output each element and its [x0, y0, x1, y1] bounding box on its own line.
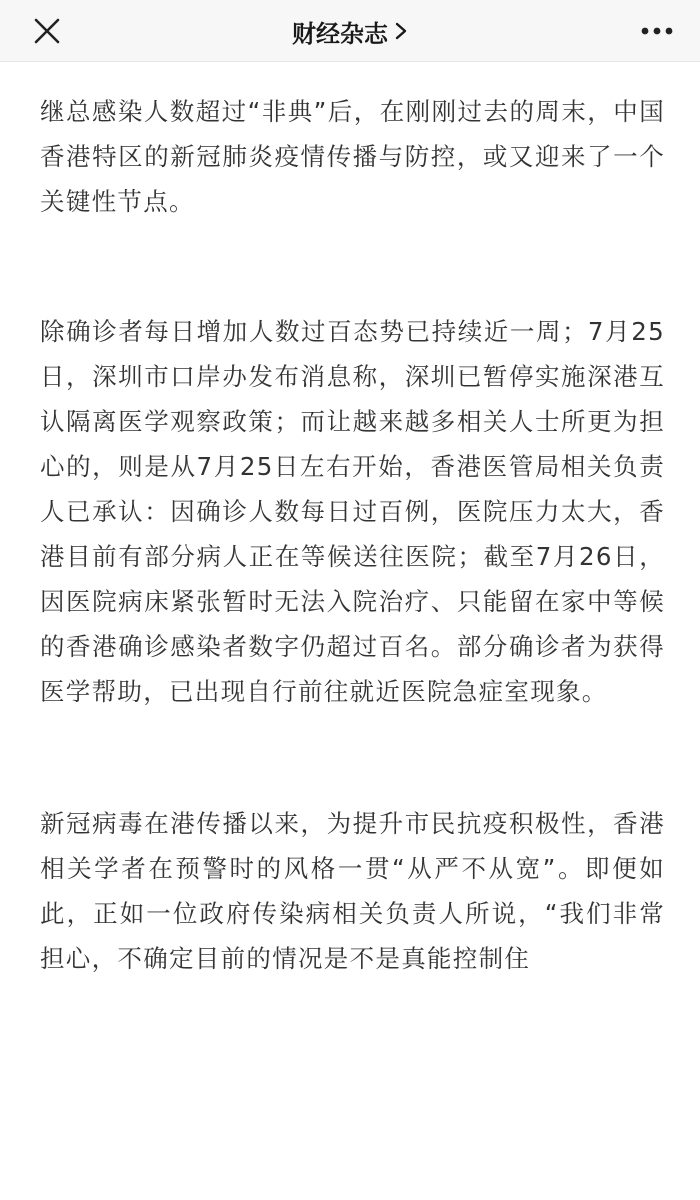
chevron-right-icon: [394, 21, 408, 41]
account-title: 财经杂志: [292, 19, 388, 48]
more-button[interactable]: [636, 10, 678, 52]
article-body: [40, 62, 665, 981]
article-paragraph-3: 新冠病毒在港传播以来，为提升市民抗疫积极性，香港相关学者在预警时的风格一贯“从严不从宽”。即便如此，正如一位政府传染病相关负责人所说，“我们非常担心，不确定目前的情况是不是真能控制住: [40, 809, 665, 973]
article-paragraph-1: 继总感染人数超过“非典”后，在刚刚过去的周末，中国香港特区的新冠肺炎疫情传播与防控，或又迎来了一个关键性节点。: [40, 97, 665, 216]
article-paragraph-2: 除确诊者每日增加人数过百态势已持续近一周；7月25日，深圳市口岸办发布消息称，深圳已暂停实施深港互认隔离医学观察政策；而让越来越多相关人士所更为担心的，则是从7月25日左右开始，香港医管局相关负责人已承认：因确诊人数每日过百例，医院压力太大，香港目前有部分病人正在等候送往医院；截至7月26日，因医院病床紧张暂时无法入院治疗、只能留在家中等候的香港确诊感染者数字仍超过百名。部分确诊者为获得医学帮助，已出现自行前往就近医院急症室现象。: [40, 317, 665, 706]
account-title-link[interactable]: [0, 0, 700, 62]
more-dots-icon: [640, 26, 674, 36]
nav-bar: [0, 0, 700, 62]
